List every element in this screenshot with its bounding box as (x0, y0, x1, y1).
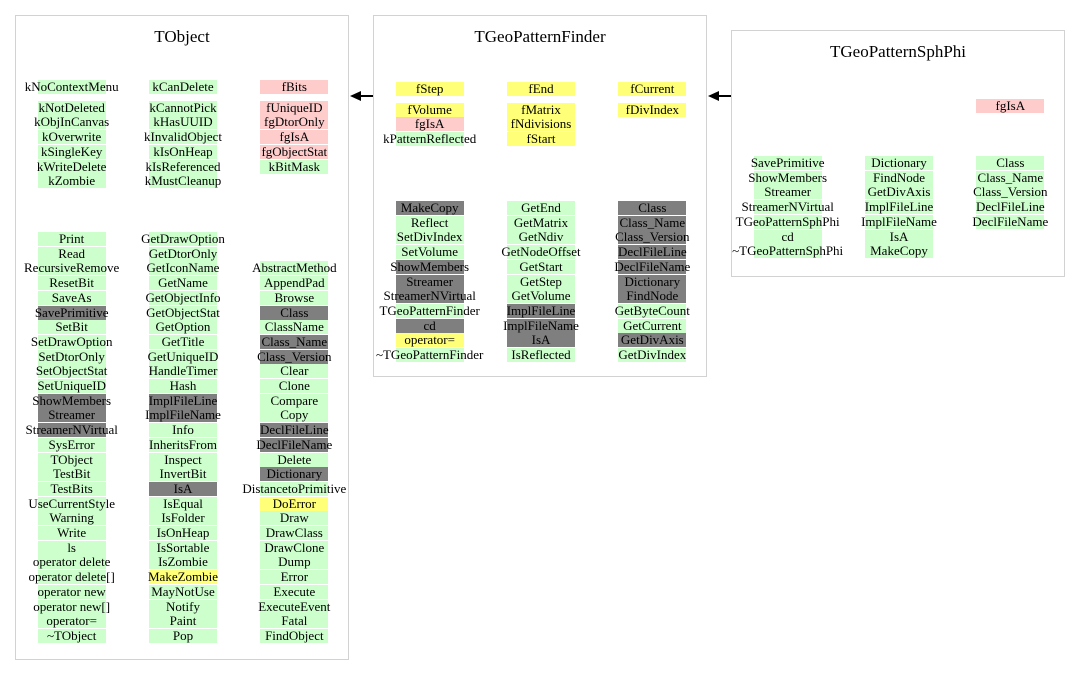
method-cell-setdrawoption[interactable]: SetDrawOption (30, 333, 113, 349)
method-cell-saveprimitive[interactable]: SavePrimitive (34, 304, 109, 320)
method-cell-operator[interactable]: operator= (38, 614, 106, 628)
method-cell-drawclass[interactable]: DrawClass (260, 526, 328, 540)
method-cell-operator-delete[interactable]: operator delete (32, 554, 111, 570)
method-cell-getname[interactable]: GetName (149, 276, 217, 290)
method-cell-fatal[interactable]: Fatal (260, 614, 328, 628)
method-cell-gettitle[interactable]: GetTitle (149, 335, 217, 349)
method-cell-isequal[interactable]: IsEqual (149, 497, 217, 511)
method-cell-drawclone[interactable]: DrawClone (260, 541, 328, 555)
member-cell-kwritedelete[interactable]: kWriteDelete (36, 158, 107, 174)
method-cell-pop[interactable]: Pop (149, 629, 217, 643)
method-cell-ls[interactable]: ls (38, 541, 106, 555)
method-cell-getdtoronly[interactable]: GetDtorOnly (148, 245, 218, 261)
method-cell-class-name[interactable]: Class_Name (977, 169, 1044, 185)
member-cell-fvolume[interactable]: fVolume (396, 103, 464, 117)
method-cell-inheritsfrom[interactable]: InheritsFrom (149, 436, 217, 452)
method-cell-maynotuse[interactable]: MayNotUse (149, 585, 217, 599)
method-cell-implfileline[interactable]: ImplFileLine (864, 199, 934, 215)
method-cell-distancetoprimitive[interactable]: DistancetoPrimitive (242, 480, 347, 496)
method-cell-copy[interactable]: Copy (260, 408, 328, 422)
member-cell-kpatternreflected[interactable]: kPatternReflected (383, 131, 477, 147)
member-cell-ksinglekey[interactable]: kSingleKey (38, 145, 106, 159)
method-cell-tgeopatternsphphi[interactable]: ~TGeoPatternSphPhi (732, 243, 844, 259)
method-cell-recursiveremove[interactable]: RecursiveRemove (24, 260, 120, 276)
method-cell-getstart[interactable]: GetStart (507, 260, 575, 274)
method-cell-appendpad[interactable]: AppendPad (260, 276, 328, 290)
method-cell-declfilename[interactable]: DeclFileName (972, 213, 1049, 229)
class-title[interactable]: TGeoPatternSphPhi (830, 42, 966, 61)
method-cell-makezombie[interactable]: MakeZombie (147, 569, 219, 585)
method-cell-isreflected[interactable]: IsReflected (507, 348, 575, 362)
method-cell-error[interactable]: Error (260, 570, 328, 584)
method-cell-dump[interactable]: Dump (260, 555, 328, 569)
method-cell-class[interactable]: Class (618, 201, 686, 215)
member-cell-fndivisions[interactable]: fNdivisions (507, 117, 575, 131)
member-cell-fend[interactable]: fEnd (507, 82, 575, 96)
method-cell-streamernvirtual[interactable]: StreamerNVirtual (383, 288, 476, 304)
arrowhead-left-icon (350, 91, 361, 101)
class-box-tgeopatternsphphi (731, 30, 1065, 277)
method-cell-implfilename[interactable]: ImplFileName (861, 213, 937, 229)
method-cell-clone[interactable]: Clone (260, 379, 328, 393)
member-cell-fgisa[interactable]: fgIsA (396, 117, 464, 131)
method-cell-implfilename[interactable]: ImplFileName (145, 407, 221, 423)
class-title[interactable]: TObject (154, 27, 210, 46)
method-cell-makecopy[interactable]: MakeCopy (865, 244, 933, 258)
method-cell-class-version[interactable]: Class_Version (615, 229, 690, 245)
method-cell-doerror[interactable]: DoError (260, 497, 328, 511)
method-cell-showmembers[interactable]: ShowMembers (748, 169, 828, 185)
method-cell-operator-new[interactable]: operator new[] (33, 598, 111, 614)
method-cell-paint[interactable]: Paint (149, 614, 217, 628)
method-cell-cd[interactable]: cd (754, 230, 822, 244)
method-cell-issortable[interactable]: IsSortable (149, 541, 217, 555)
method-cell-declfilename[interactable]: DeclFileName (256, 436, 333, 452)
method-cell-cd[interactable]: cd (396, 319, 464, 333)
method-cell-executeevent[interactable]: ExecuteEvent (258, 598, 331, 614)
method-cell-saveprimitive[interactable]: SavePrimitive (750, 155, 825, 170)
arrow-shaft (719, 95, 731, 97)
method-cell-classname[interactable]: ClassName (260, 320, 328, 334)
method-cell-declfileline[interactable]: DeclFileLine (976, 199, 1045, 215)
method-cell-showmembers[interactable]: ShowMembers (32, 392, 112, 408)
method-cell-implfileline[interactable]: ImplFileLine (506, 302, 576, 318)
method-cell-tgeopatternfinder[interactable]: ~TGeoPatternFinder (375, 347, 484, 362)
method-cell-handletimer[interactable]: HandleTimer (148, 363, 218, 379)
method-cell-streamernvirtual[interactable]: StreamerNVirtual (741, 199, 834, 215)
method-cell-draw[interactable]: Draw (260, 511, 328, 525)
method-cell-class-version[interactable]: Class_Version (973, 184, 1048, 200)
member-cell-knocontextmenu[interactable]: kNoContextMenu (24, 79, 119, 94)
method-cell-dictionary[interactable]: Dictionary (260, 467, 328, 481)
method-cell-findnode[interactable]: FindNode (865, 171, 933, 185)
member-cell-kisonheap[interactable]: kIsOnHeap (149, 145, 217, 159)
method-cell-testbit[interactable]: TestBit (38, 467, 106, 481)
method-cell-setvolume[interactable]: SetVolume (396, 245, 464, 259)
method-cell-clear[interactable]: Clear (260, 364, 328, 378)
method-cell-operator[interactable]: operator= (396, 333, 464, 347)
method-cell-info[interactable]: Info (149, 423, 217, 437)
member-cell-kcandelete[interactable]: kCanDelete (149, 80, 217, 94)
method-cell-getdivaxis[interactable]: GetDivAxis (618, 333, 686, 347)
method-cell-tgeopatternfinder[interactable]: TGeoPatternFinder (379, 302, 480, 318)
method-cell-declfilename[interactable]: DeclFileName (614, 258, 691, 274)
method-cell-streamer[interactable]: Streamer (754, 185, 822, 199)
inheritance-arrow (708, 90, 731, 102)
method-cell-class[interactable]: Class (260, 306, 328, 320)
arrow-shaft (361, 95, 373, 97)
method-cell-getbytecount[interactable]: GetByteCount (614, 302, 690, 318)
method-cell-operator-delete[interactable]: operator delete[] (28, 569, 115, 585)
method-cell-declfileline[interactable]: DeclFileLine (618, 244, 687, 260)
member-cell-kcannotpick[interactable]: kCannotPick (149, 99, 217, 115)
method-cell-streamer[interactable]: Streamer (38, 408, 106, 422)
method-cell-isa[interactable]: IsA (865, 230, 933, 244)
member-cell-kbitmask[interactable]: kBitMask (260, 160, 328, 174)
member-cell-khasuuid[interactable]: kHasUUID (149, 115, 217, 129)
member-cell-koverwrite[interactable]: kOverwrite (38, 130, 106, 144)
method-cell-browse[interactable]: Browse (260, 291, 328, 305)
method-cell-isonheap[interactable]: IsOnHeap (149, 526, 217, 540)
member-cell-fmatrix[interactable]: fMatrix (507, 103, 575, 117)
method-cell-inspect[interactable]: Inspect (149, 453, 217, 467)
method-cell-getdivaxis[interactable]: GetDivAxis (865, 185, 933, 199)
member-cell-kobjincanvas[interactable]: kObjInCanvas (34, 114, 110, 130)
member-cell-fstart[interactable]: fStart (507, 132, 575, 146)
method-cell-abstractmethod[interactable]: AbstractMethod (252, 260, 337, 276)
method-cell-setbit[interactable]: SetBit (38, 320, 106, 334)
method-cell-operator-new[interactable]: operator new (37, 583, 106, 599)
method-cell-invertbit[interactable]: InvertBit (149, 467, 217, 481)
method-cell-class[interactable]: Class (976, 156, 1044, 170)
method-cell-makecopy[interactable]: MakeCopy (396, 201, 464, 215)
method-cell-class-version[interactable]: Class_Version (257, 348, 332, 364)
member-cell-fgisa[interactable]: fgIsA (976, 99, 1044, 113)
method-cell-geticonname[interactable]: GetIconName (146, 260, 220, 276)
method-cell-delete[interactable]: Delete (260, 453, 328, 467)
method-cell-resetbit[interactable]: ResetBit (38, 276, 106, 290)
method-cell-getdivindex[interactable]: GetDivIndex (618, 347, 687, 362)
method-cell-compare[interactable]: Compare (260, 394, 328, 408)
method-cell-getend[interactable]: GetEnd (507, 201, 575, 215)
member-cell-fgisa[interactable]: fgIsA (260, 130, 328, 144)
method-cell-implfileline[interactable]: ImplFileLine (148, 392, 218, 408)
method-cell-getobjectinfo[interactable]: GetObjectInfo (145, 289, 221, 305)
arrowhead-left-icon (708, 91, 719, 101)
class-box-tgeopatternfinder (373, 15, 707, 377)
method-cell-usecurrentstyle[interactable]: UseCurrentStyle (28, 495, 115, 511)
method-cell-getuniqueid[interactable]: GetUniqueID (147, 348, 219, 364)
method-cell-class-name[interactable]: Class_Name (261, 333, 328, 349)
method-cell-execute[interactable]: Execute (260, 585, 328, 599)
method-cell-setuniqueid[interactable]: SetUniqueID (37, 378, 106, 393)
member-cell-fbits[interactable]: fBits (260, 80, 328, 94)
class-box-tobject (15, 15, 349, 660)
method-cell-findobject[interactable]: FindObject (260, 629, 328, 643)
method-cell-declfileline[interactable]: DeclFileLine (260, 422, 329, 438)
method-cell-syserror[interactable]: SysError (38, 438, 106, 452)
member-cell-funiqueid[interactable]: fUniqueID (260, 101, 328, 115)
method-cell-streamernvirtual[interactable]: StreamerNVirtual (25, 422, 118, 438)
method-cell-tobject[interactable]: ~TObject (38, 629, 106, 643)
method-cell-getndiv[interactable]: GetNdiv (507, 230, 575, 244)
method-cell-implfilename[interactable]: ImplFileName (503, 317, 579, 333)
class-title[interactable]: TGeoPatternFinder (474, 27, 606, 46)
method-cell-dictionary[interactable]: Dictionary (618, 275, 686, 289)
method-cell-getcurrent[interactable]: GetCurrent (618, 319, 686, 333)
inheritance-arrow (350, 90, 373, 102)
method-cell-notify[interactable]: Notify (149, 600, 217, 614)
method-cell-class-name[interactable]: Class_Name (619, 214, 686, 230)
member-cell-fstep[interactable]: fStep (396, 82, 464, 96)
method-cell-getdrawoption[interactable]: GetDrawOption (141, 231, 225, 246)
method-cell-streamer[interactable]: Streamer (396, 275, 464, 289)
method-cell-isa[interactable]: IsA (149, 482, 217, 496)
method-cell-reflect[interactable]: Reflect (396, 216, 464, 230)
member-cell-fgobjectstat[interactable]: fgObjectStat (261, 143, 328, 159)
method-cell-dictionary[interactable]: Dictionary (865, 156, 933, 170)
member-cell-fgdtoronly[interactable]: fgDtorOnly (260, 115, 328, 129)
method-cell-setdivindex[interactable]: SetDivIndex (396, 229, 463, 245)
method-cell-setobjectstat[interactable]: SetObjectStat (35, 363, 108, 379)
method-cell-isa[interactable]: IsA (507, 333, 575, 347)
member-cell-kinvalidobject[interactable]: kInvalidObject (144, 129, 222, 145)
member-cell-kmustcleanup[interactable]: kMustCleanup (144, 173, 222, 189)
method-cell-read[interactable]: Read (38, 247, 106, 261)
method-cell-tobject[interactable]: TObject (38, 453, 106, 467)
method-cell-getobjectstat[interactable]: GetObjectStat (146, 304, 220, 320)
method-cell-tgeopatternsphphi[interactable]: TGeoPatternSphPhi (735, 213, 840, 229)
member-cell-knotdeleted[interactable]: kNotDeleted (38, 99, 105, 115)
method-cell-setdtoronly[interactable]: SetDtorOnly (38, 348, 105, 364)
method-cell-saveas[interactable]: SaveAs (38, 291, 106, 305)
method-cell-warning[interactable]: Warning (38, 511, 106, 525)
method-cell-print[interactable]: Print (38, 232, 106, 246)
method-cell-getnodeoffset[interactable]: GetNodeOffset (501, 244, 581, 260)
member-cell-fcurrent[interactable]: fCurrent (618, 82, 686, 96)
method-cell-isfolder[interactable]: IsFolder (149, 511, 217, 525)
method-cell-getoption[interactable]: GetOption (149, 320, 217, 334)
method-cell-getmatrix[interactable]: GetMatrix (507, 216, 575, 230)
method-cell-showmembers[interactable]: ShowMembers (390, 258, 470, 274)
member-cell-kisreferenced[interactable]: kIsReferenced (145, 158, 221, 174)
member-cell-fdivindex[interactable]: fDivIndex (618, 103, 686, 117)
method-cell-hash[interactable]: Hash (149, 379, 217, 393)
method-cell-iszombie[interactable]: IsZombie (149, 555, 217, 569)
method-cell-findnode[interactable]: FindNode (618, 289, 686, 303)
method-cell-testbits[interactable]: TestBits (38, 482, 106, 496)
method-cell-getvolume[interactable]: GetVolume (507, 289, 575, 303)
method-cell-getstep[interactable]: GetStep (507, 275, 575, 289)
method-cell-write[interactable]: Write (38, 526, 106, 540)
member-cell-kzombie[interactable]: kZombie (38, 174, 106, 188)
